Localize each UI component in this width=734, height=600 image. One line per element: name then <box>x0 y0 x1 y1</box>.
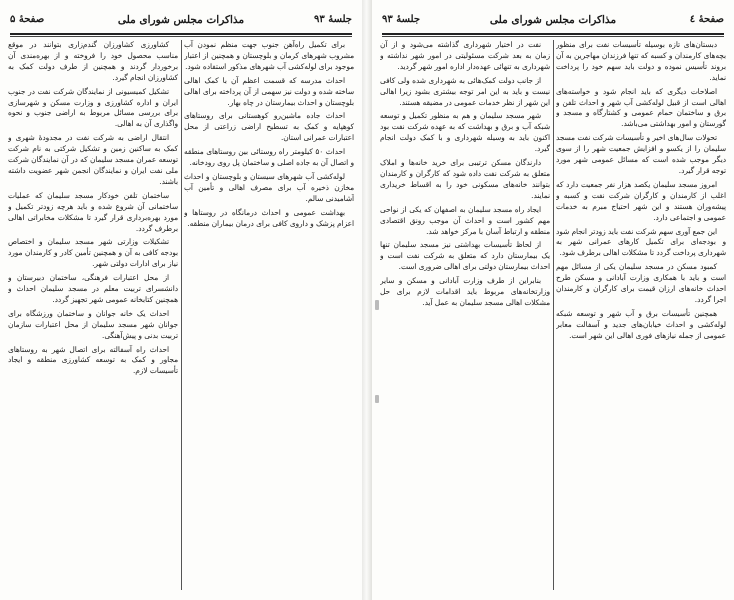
paragraph: تحولات سال‌های اخیر و تأسیسات شرکت نفت مسجد سلیمان را از یکسو و افزایش جمعیت شهر را از سوی دیگر موجب شده است که مسائل عمومی شهر مورد توجه قرار گیرد. <box>556 133 726 175</box>
paragraph: نفت در اختیار شهرداری گذاشته می‌شود و از آن زمان به بعد شرکت مسئولیتی در امور شهر نداشته و شهرداری به تنهائی عهده‌دار اداره امور شهر گردید. <box>380 40 550 71</box>
paragraph: کشاورزی کشاورزان گندم‌زاری بتوانند در موقع مناسب محصول خود را فروخته و از بهره‌مندی آن برخوردار گردند و همچنین از طرف دولت کمک به کشاورزان انجام گیرد. <box>8 40 178 82</box>
paragraph: دارندگان مسکن ترتیبی برای خرید خانه‌ها و املاک متعلق به شرکت نفت داده شود که کارگران و کارمندان بتوانند خانه‌های مسکونی خود را به اقساط خریداری نمایند. <box>380 158 550 200</box>
paragraph: کمبود مسکن در مسجد سلیمان یکی از مسائل مهم است و باید با همکاری وزارت آبادانی و مسکن طرح احداث خانه‌های ارزان قیمت برای کارگران و کارمندان اجرا گردد. <box>556 262 726 304</box>
paragraph: انتقال اراضی به شرکت نفت در مجدودهٔ شهری و کمک به ساکنین زمین و تشکیل شرکتی به نام شرکت توسعه عمران مسجد سلیمان که در آن نمایندگان شرکت ملی نفت ایران و نمایندگان انجمن شهر عضویت داشته باشند. <box>8 133 178 186</box>
paragraph: ساختمان تلفن خودکار مسجد سلیمان که عملیات ساختمانی آن شروع شده و باید هرچه زودتر تکمیل و مورد بهره‌برداری قرار گیرد تا مشکلات مخابراتی اهالی برطرف گردد. <box>8 190 178 233</box>
paragraph: از محل اعتبارات فرهنگی، ساختمان دبیرستان و دانشسرای تربیت معلم در مسجد سلیمان احداث و همچنین کتابخانه عمومی شهر تجهیز گردد. <box>8 273 178 304</box>
header-rule-thin <box>10 36 352 37</box>
paragraph: احداث ۵۰ کیلومتر راه روستائی بین روستاهای منطقه و اتصال آن به جاده اصلی و ساختمان پل روی رودخانه. <box>184 147 354 168</box>
right-page <box>372 0 734 600</box>
header-rule-thin <box>382 36 724 37</box>
right-page-title: مذاکرات مجلس شورای ملی <box>489 14 617 26</box>
right-page-header <box>382 14 724 30</box>
paragraph: تشکیل کمیسیونی از نمایندگان شرکت نفت در جنوب ایران و اداره کشاورزی و وزارت مسکن و شهرسازی برای بررسی مسائل مربوط به اراضی جنوب و نحوه واگذاری آن به اهالی. <box>8 86 178 129</box>
margin-mark <box>375 395 379 403</box>
paragraph: برای تکمیل راه‌آهن جنوب جهت منظم نمودن آب مشروب شهرهای کرمان و بلوچستان و همچنین از اعتبار موجود برای لوله‌کشی آب شهرهای مذکور استفاده شود. <box>184 40 354 71</box>
left-session-label: جلسهٔ ۹۳ <box>313 14 352 25</box>
margin-mark <box>375 300 379 310</box>
left-page-number: صفحهٔ ۵ <box>10 14 45 25</box>
header-rule <box>382 33 724 35</box>
paragraph: از لحاظ تأسیسات بهداشتی نیز مسجد سلیمان تنها یک بیمارستان دارد که متعلق به شرکت نفت است و احداث بیمارستان دولتی برای اهالی ضروری است. <box>380 240 550 272</box>
right-session-label: جلسهٔ ۹۳ <box>382 14 421 25</box>
paragraph: بهداشت عمومی و احداث درمانگاه در روستاها و اعزام پزشک و داروی کافی برای درمان بیماران منطقه. <box>184 207 354 228</box>
left-page-header <box>10 14 352 30</box>
left-page-right-column <box>184 40 354 592</box>
left-page-left-column <box>8 40 178 592</box>
paragraph: امروز مسجد سلیمان یکصد هزار نفر جمعیت دارد که اغلب از کارمندان و کارگران شرکت نفت و کسبه و پیشه‌وران هستند و این شهر احتیاج مبرم به خدمات عمومی و اجتماعی دارد. <box>556 179 726 222</box>
paragraph: بنابراین از طرف وزارت آبادانی و مسکن و سایر وزارتخانه‌های مربوط باید اقدامات لازم برای حل مشکلات اهالی مسجد سلیمان به عمل آید. <box>380 276 550 307</box>
column-separator <box>553 40 554 590</box>
page-gutter <box>362 0 372 600</box>
paragraph: شهر مسجد سلیمان و هم به منظور تکمیل و توسعه شبکه آب و برق و بهداشت که به عهده شرکت نفت بود اکنون باید به وسیله شهرداری و با کمک دولت انجام گیرد. <box>380 111 550 154</box>
left-page-title: مذاکرات مجلس شورای ملی <box>117 14 245 26</box>
column-separator <box>181 40 182 590</box>
paragraph: از جانب دولت کمک‌هائی به شهرداری شده ولی کافی نیست و باید به این امر توجه بیشتری بشود زیرا اهالی این شهر از نظر خدمات عمومی در مضیقه هستند. <box>380 75 550 107</box>
paragraph: تشکیلات وزارتی شهر مسجد سلیمان و اختصاص بودجه کافی به آن و همچنین تأمین کادر و کارمندان مورد نیاز برای ادارات دولتی شهر. <box>8 237 178 269</box>
paragraph: این جمع آوری سهم شرکت نفت باید زودتر انجام شود و بودجه‌ای برای تکمیل کارهای عمرانی شهر به شهرداری پرداخت گردد تا مشکلات اهالی برطرف شود. <box>556 226 726 258</box>
paragraph: احداث جاده ماشین‌رو کوهستانی برای روستاهای کوهپایه و کمک به تسطیح اراضی زراعتی از محل اعتبارات عمرانی استان. <box>184 111 354 143</box>
header-rule <box>10 33 352 35</box>
left-page <box>0 0 362 600</box>
right-page-left-column <box>380 40 550 592</box>
right-page-right-column <box>556 40 726 592</box>
paragraph: دبستان‌های تازه بوسیله تأسیسات نفت برای منظور بچه‌های کارمندان و کسبه که تنها فرزندان مهاجرین به آن بروند تأسیس نموده و دولت باید سهم خود را پرداخت نماید. <box>556 40 726 82</box>
paragraph: احداث راه آسفالته برای اتصال شهر به روستاهای مجاور و کمک به توسعه کشاورزی منطقه و ایجاد تأسیسات لازم. <box>8 344 178 376</box>
paragraph: همچنین تأسیسات برق و آب شهر و توسعه شبکه لوله‌کشی و احداث خیابان‌های جدید و آسفالت معابر عمومی از جمله نیازهای فوری اهالی این شهر است. <box>556 308 726 340</box>
paragraph: احداث مدرسه که قسمت اعظم آن با کمک اهالی ساخته شده و دولت نیز سهمی از آن پرداخته برای اهالی بلوچستان و احداث بیمارستان در چاه بهار. <box>184 75 354 107</box>
right-page-number: صفحهٔ ٤ <box>689 14 724 25</box>
paragraph: احداث یک خانه جوانان و ساختمان ورزشگاه برای جوانان شهر مسجد سلیمان از محل اعتبارات سازمان تربیت بدنی و پیش‌آهنگی. <box>8 308 178 340</box>
paragraph: لوله‌کشی آب شهرهای سیستان و بلوچستان و احداث مخازن ذخیره آب برای مصرف اهالی و تأمین آب آشامیدنی سالم. <box>184 171 354 203</box>
paragraph: ایجاد راه مسجد سلیمان به اصفهان که یکی از نواحی مهم کشور است و احداث آن موجب رونق اقتصادی منطقه و ارتباط آسان با مرکز خواهد شد. <box>380 204 550 236</box>
paragraph: اصلاحات دیگری که باید انجام شود و خواسته‌های اهالی است از قبیل لوله‌کشی آب شهر و احداث تلفن و برق و ساختمان حمام عمومی و کشتارگاه و مسجد و گورستان و امور بهداشتی می‌باشد. <box>556 86 726 129</box>
